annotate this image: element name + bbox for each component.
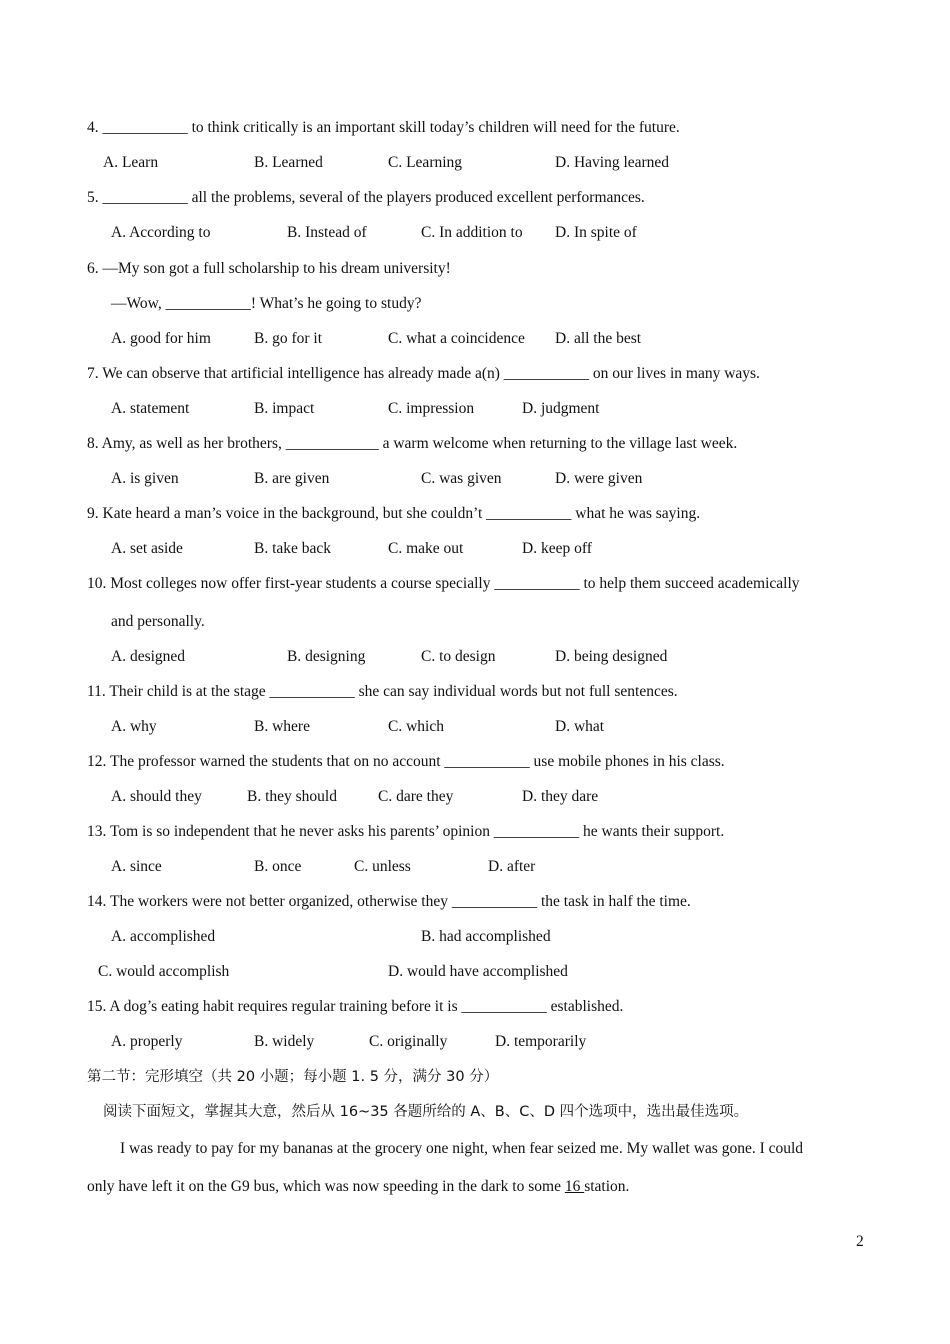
question-9-option-d: D. keep off (522, 540, 592, 557)
question-4-option-b: B. Learned (254, 154, 323, 171)
question-8-option-d: D. were given (555, 470, 643, 487)
question-15-option-d: D. temporarily (495, 1033, 587, 1050)
question-15-stem: 15. A dog’s eating habit requires regular training before it is ___________ established. (87, 998, 624, 1015)
question-7-option-c: C. impression (388, 400, 475, 417)
question-4-stem: 4. ___________ to think critically is an important skill today’s children will need for the future. (87, 119, 680, 136)
question-7-option-a: A. statement (111, 400, 190, 417)
question-6-option-a: A. good for him (111, 330, 211, 347)
section-instruction: 阅读下面短文，掌握其大意，然后从 16~35 各题所给的 A、B、C、D 四个选项中，选出最佳选项。 (103, 1104, 749, 1120)
question-8-option-b: B. are given (254, 470, 330, 487)
question-11-option-d: D. what (555, 718, 605, 735)
question-10-option-b: B. designing (287, 648, 366, 665)
question-11-option-c: C. which (388, 718, 444, 735)
question-15-option-b: B. widely (254, 1033, 315, 1050)
question-5-option-d: D. In spite of (555, 224, 637, 241)
question-11-option-a: A. why (111, 718, 157, 735)
blank-16: 16 (564, 1178, 585, 1195)
question-12-option-d: D. they dare (522, 788, 599, 805)
question-11-option-b: B. where (254, 718, 310, 735)
question-5-option-c: C. In addition to (421, 224, 523, 241)
question-6-option-d: D. all the best (555, 330, 642, 347)
question-6-option-c: C. what a coincidence (388, 330, 525, 347)
question-5-stem: 5. ___________ all the problems, several of the players produced excellent performances. (87, 189, 645, 206)
question-10-option-a: A. designed (111, 648, 186, 665)
question-11-stem: 11. Their child is at the stage ___________ she can say individual words but not full sentences. (87, 683, 678, 700)
question-9-option-c: C. make out (388, 540, 464, 557)
question-12-option-a: A. should they (111, 788, 202, 805)
question-9-stem: 9. Kate heard a man’s voice in the background, but she couldn’t ___________ what he was saying. (87, 505, 701, 522)
page-number: 2 (856, 1233, 864, 1250)
question-13-stem: 13. Tom is so independent that he never asks his parents’ opinion ___________ he wants their support. (87, 823, 725, 840)
question-8-stem: 8. Amy, as well as her brothers, ____________ a warm welcome when returning to the village last week. (87, 435, 738, 452)
question-7-option-d: D. judgment (522, 400, 600, 417)
question-4-option-a: A. Learn (103, 154, 159, 171)
question-4-option-c: C. Learning (388, 154, 463, 171)
question-12-option-c: C. dare they (378, 788, 454, 805)
question-6-option-b: B. go for it (254, 330, 323, 347)
question-13-option-b: B. once (254, 858, 302, 875)
question-5-option-a: A. According to (111, 224, 211, 241)
question-6-reply: —Wow, ___________! What’s he going to study? (111, 295, 422, 312)
passage-line-2: only have left it on the G9 bus, which was now speeding in the dark to some 16 station. (87, 1178, 630, 1195)
question-8-option-a: A. is given (111, 470, 179, 487)
question-10-option-c: C. to design (421, 648, 496, 665)
question-14-option-d: D. would have accomplished (388, 963, 568, 980)
question-5-option-b: B. Instead of (287, 224, 367, 241)
question-9-option-a: A. set aside (111, 540, 183, 557)
question-10-continuation: and personally. (111, 613, 205, 630)
question-14-stem: 14. The workers were not better organized, otherwise they ___________ the task in half the time. (87, 893, 691, 910)
question-7-option-b: B. impact (254, 400, 315, 417)
question-4-option-d: D. Having learned (555, 154, 670, 171)
question-12-stem: 12. The professor warned the students that on no account ___________ use mobile phones in his class. (87, 753, 725, 770)
question-10-stem: 10. Most colleges now offer first-year students a course specially ___________ to help them succeed academically (87, 575, 800, 592)
question-13-option-c: C. unless (354, 858, 411, 875)
question-6-stem: 6. —My son got a full scholarship to his dream university! (87, 260, 451, 277)
question-14-option-c: C. would accomplish (98, 963, 230, 980)
question-10-option-d: D. being designed (555, 648, 668, 665)
question-13-option-a: A. since (111, 858, 162, 875)
question-12-option-b: B. they should (247, 788, 337, 805)
question-14-option-b: B. had accomplished (421, 928, 551, 945)
question-15-option-c: C. originally (369, 1033, 448, 1050)
section-title: 第二节：完形填空（共 20 小题；每小题 1. 5 分，满分 30 分） (87, 1069, 499, 1085)
question-14-option-a: A. accomplished (111, 928, 216, 945)
question-15-option-a: A. properly (111, 1033, 183, 1050)
question-8-option-c: C. was given (421, 470, 502, 487)
passage-line-1: I was ready to pay for my bananas at the grocery one night, when fear seized me. My wallet was gone. I could (120, 1140, 804, 1157)
question-13-option-d: D. after (488, 858, 536, 875)
question-9-option-b: B. take back (254, 540, 332, 557)
question-7-stem: 7. We can observe that artificial intelligence has already made a(n) ___________ on our lives in many ways. (87, 365, 760, 382)
